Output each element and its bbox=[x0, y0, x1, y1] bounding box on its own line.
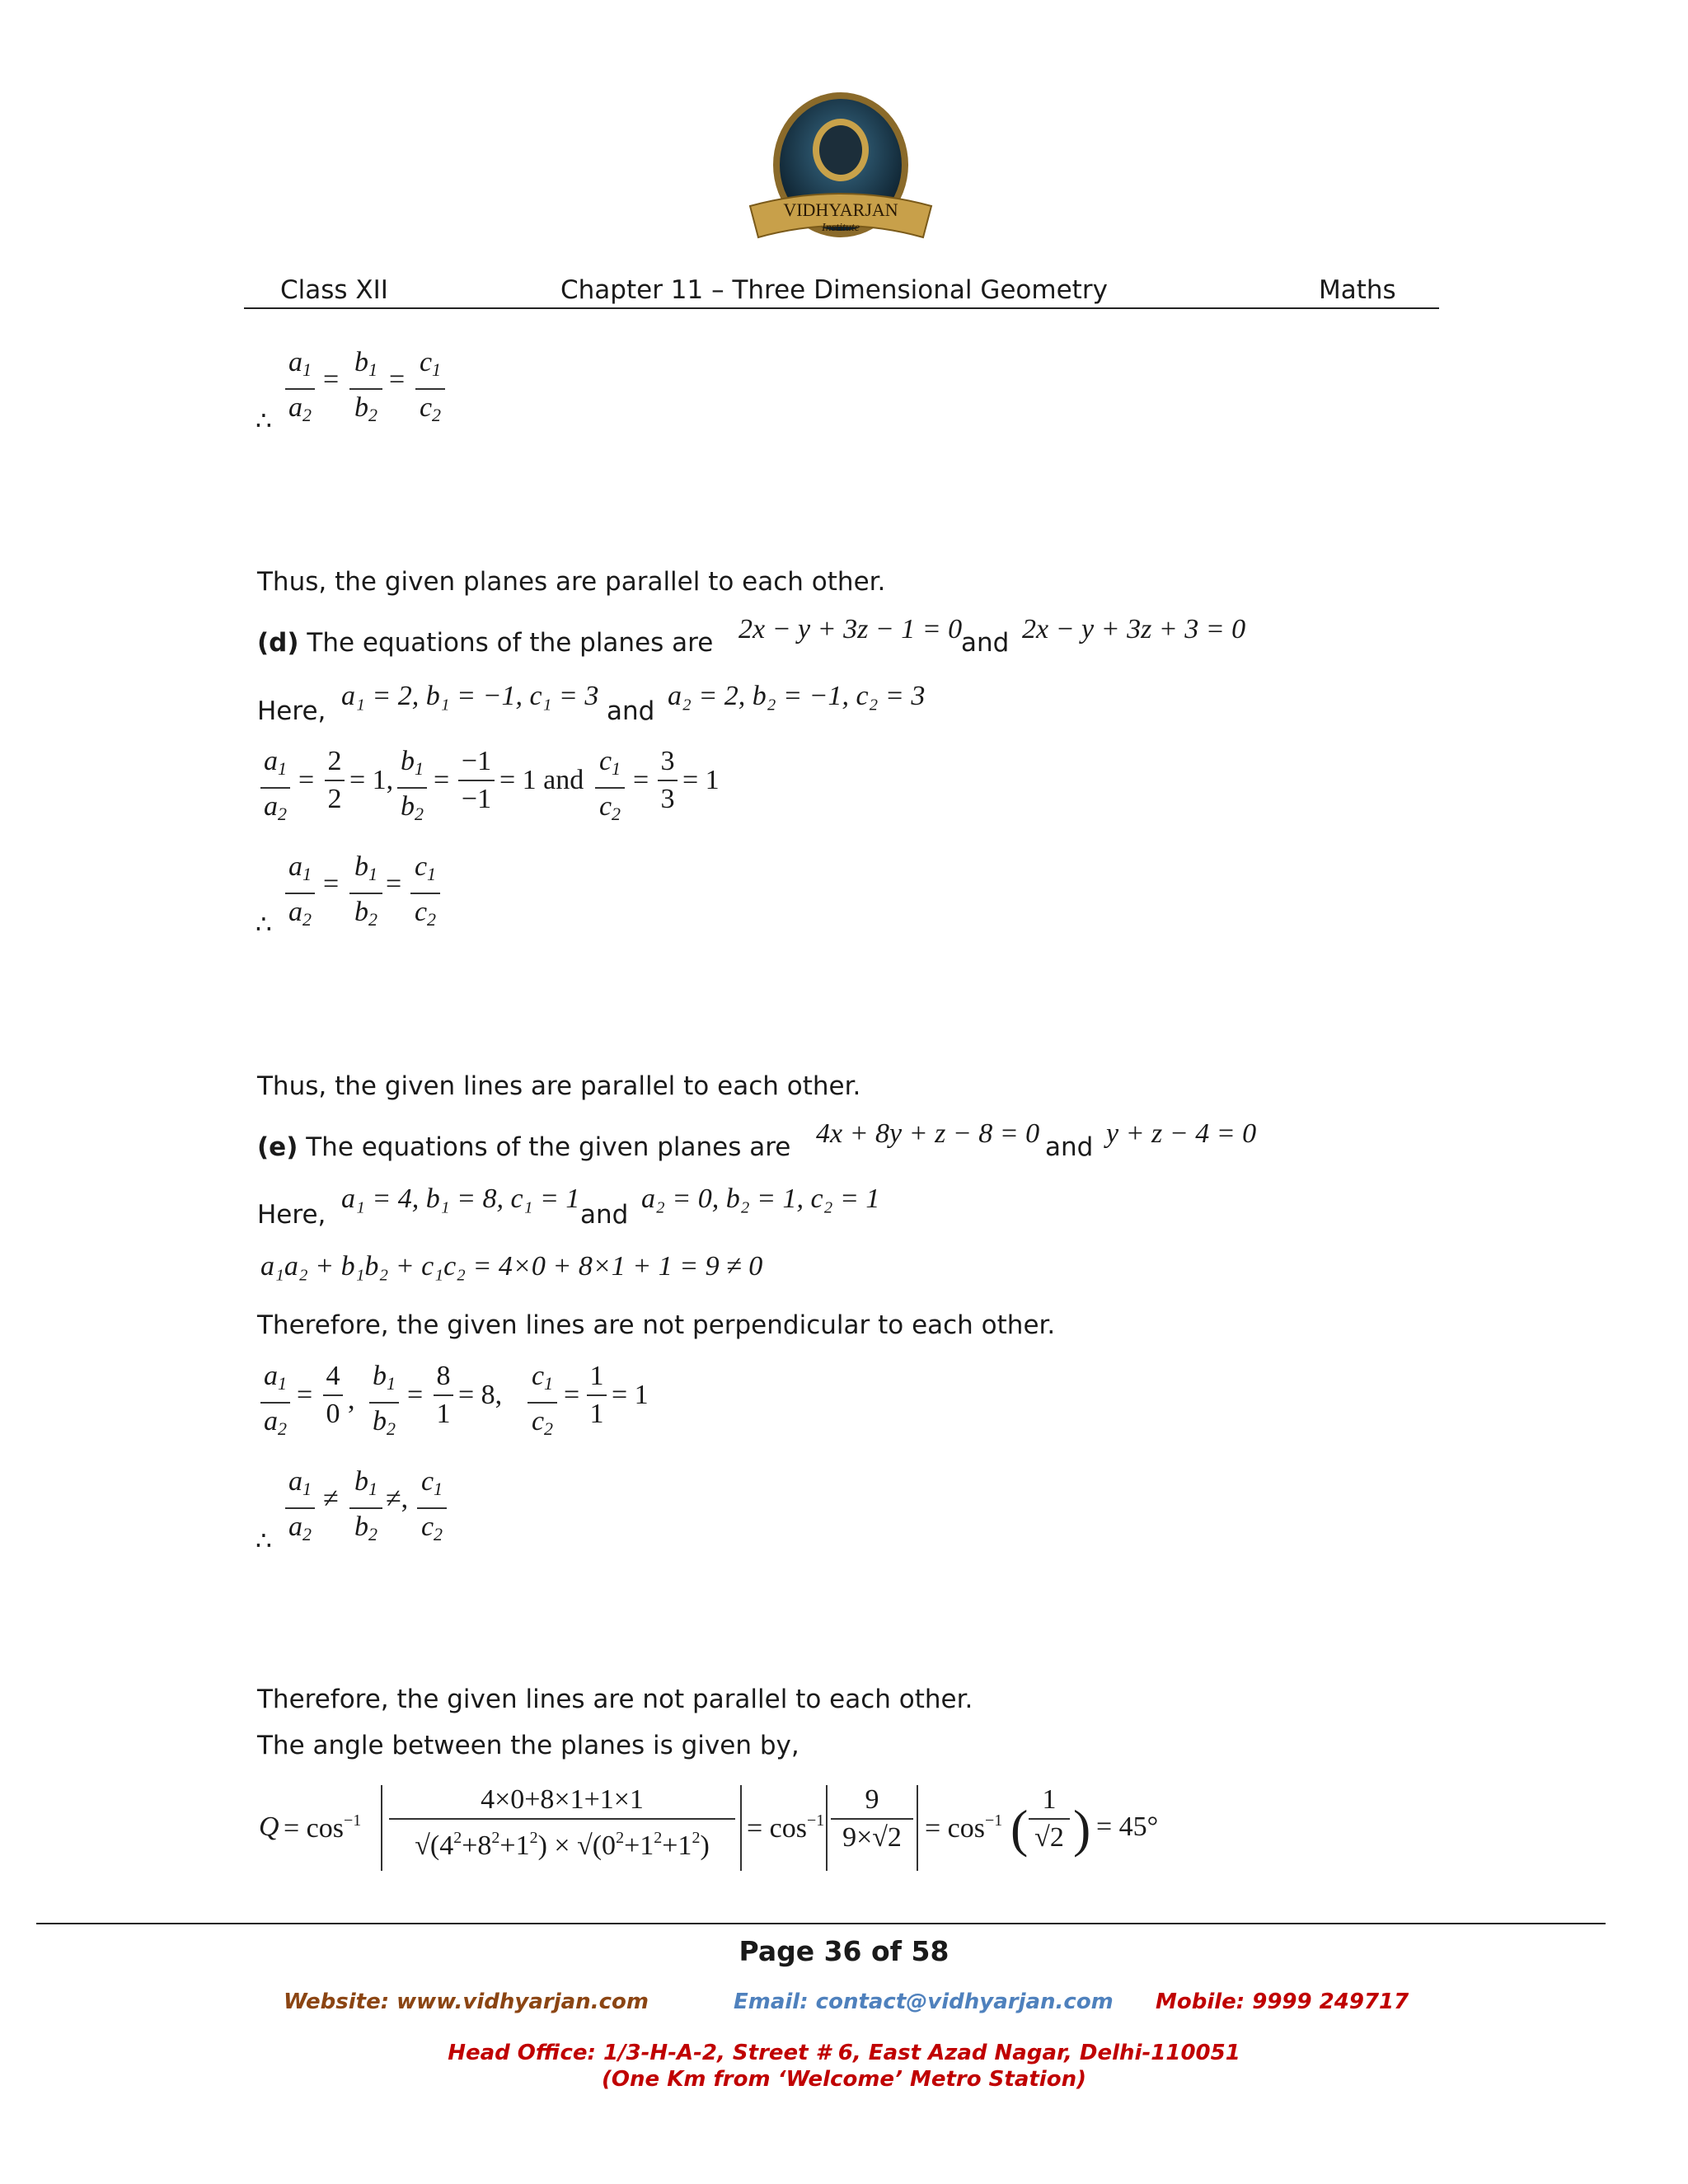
frac-c1-c2: $c_1$ $c_2$ bbox=[528, 1360, 557, 1446]
cos-inverse-1: = $\cos^{-1}$ bbox=[284, 1811, 362, 1844]
frac-8-1: 8 1 bbox=[434, 1360, 453, 1431]
equals-sign: = bbox=[389, 364, 406, 395]
footer-email: Email: contact@vidhyarjan.com bbox=[734, 1990, 1114, 2014]
footer-mobile: Mobile: 9999 249717 bbox=[1156, 1990, 1409, 2014]
part-d-text: The equations of the planes are bbox=[298, 628, 714, 658]
part-e-coeff2: a₂ = 0, b₂ = 1, c₂ = 1 bbox=[641, 1183, 880, 1214]
equals-sign: = bbox=[407, 1380, 424, 1410]
footer-office-line2: (One Km from ‘Welcome’ Metro Station) bbox=[602, 2067, 1086, 2092]
frac-a1-a2: $a_1$ $a_2$ bbox=[260, 1360, 290, 1446]
therefore-symbol: ∴ bbox=[256, 910, 272, 940]
part-e-text: The equations of the given planes are bbox=[298, 1132, 791, 1162]
part-d-eq1: 2x − y + 3z − 1 = 0 bbox=[738, 614, 963, 644]
header-class: Class XII bbox=[280, 275, 388, 305]
part-e-coeff1: a₁ = 4, b₁ = 8, c₁ = 1 bbox=[341, 1183, 580, 1214]
and-text: and bbox=[580, 1200, 629, 1230]
ratio-frac-c: $c_1$ $c_2$ bbox=[415, 346, 445, 432]
frac-3-3: 3 3 bbox=[658, 745, 678, 816]
thus-lines-parallel: Thus, the given lines are parallel to each other. bbox=[257, 1071, 861, 1101]
angle-intro: The angle between the planes is given by, bbox=[257, 1731, 799, 1760]
not-parallel: Therefore, the given lines are not parallel to each other. bbox=[257, 1685, 973, 1714]
angle-formula bbox=[259, 1783, 1198, 1874]
ratio-value: = 1, bbox=[349, 765, 394, 795]
therefore-symbol: ∴ bbox=[256, 406, 272, 436]
equals-sign: = bbox=[564, 1380, 580, 1410]
ratio-frac-c: $c_1$ $c_2$ bbox=[417, 1465, 447, 1551]
here-label: Here, bbox=[257, 1200, 326, 1230]
not-perpendicular: Therefore, the given lines are not perpendicular to each other. bbox=[257, 1310, 1056, 1340]
here-label: Here, bbox=[257, 696, 326, 726]
cos-inverse-2: = $\cos^{-1}$ bbox=[747, 1811, 825, 1844]
angle-result: = 45° bbox=[1096, 1811, 1159, 1842]
logo-main-text: VIDHYARJAN bbox=[783, 199, 898, 220]
part-e-line bbox=[257, 1132, 790, 1162]
equals-sign: = bbox=[434, 765, 450, 795]
ratio-frac-a: $a_1$ $a_2$ bbox=[285, 851, 315, 936]
abs-bar-left bbox=[381, 1785, 382, 1871]
part-e-eq1: 4x + 8y + z − 8 = 0 bbox=[816, 1118, 1040, 1149]
and-text: and bbox=[1045, 1132, 1094, 1162]
logo-sub-text: Institute bbox=[822, 222, 860, 234]
part-e-label: (e) bbox=[257, 1132, 298, 1162]
part-d-label: (d) bbox=[257, 628, 299, 658]
equals-sign: = bbox=[323, 364, 340, 395]
frac-1-1: 1 1 bbox=[587, 1360, 607, 1431]
not-equal-sign: ≠, bbox=[386, 1483, 409, 1514]
part-d-coeff2: a₂ = 2, b₂ = −1, c₂ = 3 bbox=[668, 681, 926, 711]
logo-emblem bbox=[725, 91, 956, 272]
and-text: and bbox=[607, 696, 655, 726]
frac-neg1-neg1: −1 −1 bbox=[458, 745, 495, 816]
comma-sign: , bbox=[348, 1385, 355, 1415]
ratio-frac-c: $c_1$ $c_2$ bbox=[410, 851, 440, 936]
angle-third-fraction: 1 √2 bbox=[1029, 1783, 1070, 1854]
equals-sign: = bbox=[323, 869, 340, 899]
frac-b1-b2: $b_1$ $b_2$ bbox=[369, 1360, 399, 1446]
frac-b1-b2: $b_1$ $b_2$ bbox=[397, 745, 427, 831]
abs-bar-right bbox=[740, 1785, 742, 1871]
ratio-frac-b: $b_1$ $b_2$ bbox=[349, 1465, 382, 1551]
ratio-frac-b: $b_1$ $b_2$ bbox=[349, 346, 382, 432]
header-rule bbox=[244, 307, 1439, 309]
part-d-coeff1: a₁ = 2, b₁ = −1, c₁ = 3 bbox=[341, 681, 599, 711]
footer-rule bbox=[36, 1923, 1606, 1924]
equals-eight: = 8, bbox=[458, 1380, 503, 1410]
equals-one: = 1 bbox=[612, 1380, 649, 1410]
equals-sign: = bbox=[633, 765, 649, 795]
not-equal-sign: ≠ bbox=[323, 1483, 339, 1514]
footer-website: Website: www.vidhyarjan.com bbox=[284, 1990, 649, 2014]
frac-4-0: 4 0 bbox=[323, 1360, 343, 1431]
paren-right: ) bbox=[1073, 1799, 1091, 1858]
equals-sign: = bbox=[297, 1380, 313, 1410]
ratio-frac-b: $b_1$ $b_2$ bbox=[349, 851, 382, 936]
equals-sign: = bbox=[386, 869, 402, 899]
thus-planes-parallel: Thus, the given planes are parallel to each other. bbox=[257, 567, 886, 597]
angle-main-fraction: 4×0+8×1+1×1 $√(4^2+8^2+1^2) \times √(0^2+1^2+1^2)$ bbox=[389, 1783, 735, 1863]
part-d-line bbox=[257, 628, 713, 658]
cos-inverse-3: = $\cos^{-1}$ bbox=[925, 1811, 1003, 1844]
part-d-eq2: 2x − y + 3z + 3 = 0 bbox=[1022, 614, 1246, 644]
page-number: Page 36 of 58 bbox=[738, 1935, 950, 1967]
frac-c1-c2: $c_1$ $c_2$ bbox=[595, 745, 625, 831]
paren-left: ( bbox=[1010, 1799, 1029, 1858]
and-text: and bbox=[961, 628, 1010, 658]
theta-symbol: Q bbox=[259, 1811, 279, 1842]
part-e-dot-product: a₁a₂ + b₁b₂ + c₁c₂ = 4×0 + 8×1 + 1 = 9 ≠ 0 bbox=[260, 1251, 763, 1282]
angle-second-fraction: 9 9×√2 bbox=[831, 1783, 913, 1854]
equals-sign: = bbox=[298, 765, 315, 795]
abs-bar-right-2 bbox=[917, 1785, 918, 1871]
equals-one: = 1 bbox=[682, 765, 720, 795]
part-e-eq2: y + z − 4 = 0 bbox=[1106, 1118, 1257, 1149]
footer-office-line1: Head Office: 1/3-H-A-2, Street # 6, East Azad Nagar, Delhi-110051 bbox=[448, 2041, 1240, 2065]
frac-a1-a2: $a_1$ $a_2$ bbox=[260, 745, 290, 831]
therefore-symbol: ∴ bbox=[256, 1526, 272, 1556]
header-chapter: Chapter 11 – Three Dimensional Geometry bbox=[560, 275, 1108, 305]
ratio-frac-a: $a_1$ $a_2$ bbox=[285, 1465, 315, 1551]
ratio-value: = 1 and bbox=[499, 765, 584, 795]
ratio-frac-a: $a_1$ $a_2$ bbox=[285, 346, 315, 432]
abs-bar-left-2 bbox=[826, 1785, 828, 1871]
frac-2-2: 2 2 bbox=[325, 745, 345, 816]
header-subject: Maths bbox=[1319, 275, 1396, 305]
institute-logo bbox=[725, 91, 956, 272]
